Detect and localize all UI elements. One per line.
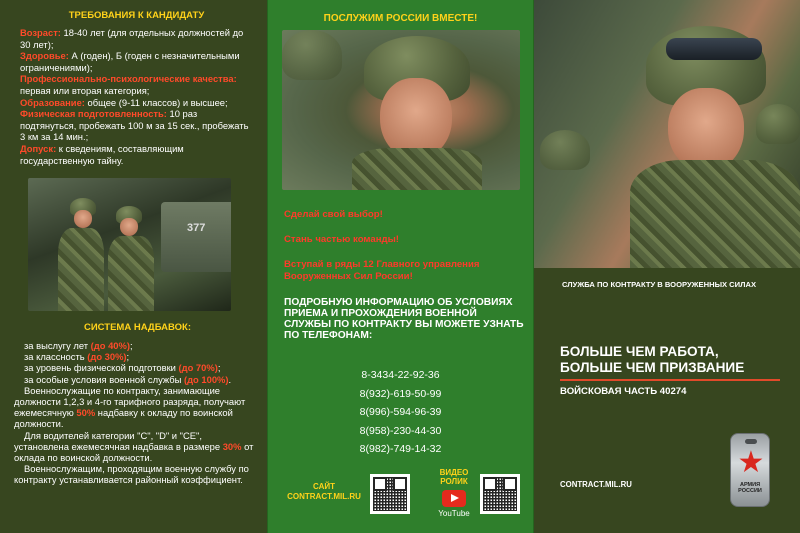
- army-badge: [730, 433, 770, 507]
- badge-hole: [745, 439, 757, 444]
- slogan-join: Вступай в ряды 12 Главного управления Вооруженных Сил России!: [284, 259, 480, 282]
- youtube-label: YouTube: [438, 509, 470, 518]
- bonus-title: СИСТЕМА НАДБАВОК:: [83, 322, 191, 333]
- req-key: Физическая подготовленность:: [20, 108, 167, 120]
- panel-cover: [534, 0, 800, 533]
- phone-number[interactable]: 8(932)-619-50-99: [359, 387, 442, 400]
- slogan-choice: Сделай свой выбор!: [284, 209, 383, 220]
- soldier-body: [630, 160, 800, 268]
- bonus-item: за классность (до 30%);: [24, 351, 130, 363]
- youtube-icon[interactable]: [442, 490, 466, 507]
- video-label-line1: ВИДЕО: [439, 468, 469, 477]
- bonus-item: Для водителей категории "С", "D" и "СЕ", установлена ежемесячная надбавка в размере 30% от оклада по воинской должности.: [14, 429, 254, 464]
- phone-number[interactable]: 8(982)-749-14-32: [359, 443, 442, 456]
- info-text: ПОДРОБНУЮ ИНФОРМАЦИЮ ОБ УСЛОВИЯХ ПРИЕМА И ПРОХОЖДЕНИЯ ВОЕННОЙ СЛУЖБЫ ПО КОНТРАКТУ ВЫ МОЖЕТЕ УЗНАТЬ ПО ТЕЛЕФОНАМ:: [284, 297, 524, 341]
- headline-line2: БОЛЬШЕ ЧЕМ ПРИЗВАНИЕ: [560, 360, 745, 375]
- star-icon: ★: [737, 446, 765, 479]
- req-text: 18-40 лет (для отдельных должностей до 30 лет);: [20, 27, 244, 50]
- cover-site-url[interactable]: CONTRACT.MIL.RU: [560, 480, 632, 489]
- phone-number[interactable]: 8(996)-594-96-39: [359, 406, 442, 419]
- soldier-body: [58, 228, 104, 311]
- phone-number[interactable]: 8(958)-230-44-30: [359, 424, 442, 437]
- cover-subtitle: СЛУЖБА ПО КОНТРАКТУ В ВООРУЖЕННЫХ СИЛАХ: [562, 280, 757, 289]
- armored-vehicle: [161, 202, 231, 272]
- cover-headline: [560, 344, 790, 376]
- goggles-icon: [666, 38, 762, 60]
- req-key: Профессионально-психологические качества:: [20, 73, 237, 85]
- phone-number[interactable]: 8-3434-22-92-36: [361, 369, 440, 381]
- panel2-title: ПОСЛУЖИМ РОССИИ ВМЕСТЕ!: [323, 13, 478, 24]
- background-helmet: [540, 130, 590, 170]
- requirements-title: ТРЕБОВАНИЯ К КАНДИДАТУ: [68, 10, 205, 21]
- site-label: САЙТ: [313, 482, 335, 491]
- req-key: Возраст:: [20, 27, 61, 38]
- site-url[interactable]: CONTRACT.MIL.RU: [287, 492, 361, 501]
- vehicle-number: 377: [187, 222, 206, 234]
- video-label: [436, 468, 472, 486]
- requirements-list: [20, 27, 253, 166]
- requirement-item: [20, 97, 253, 109]
- bonus-item: за особые условия военной службы (до 100%).: [24, 373, 232, 385]
- req-text: первая или вторая категория;: [20, 84, 150, 96]
- site-label-block: [282, 482, 366, 502]
- bonus-item: за выслугу лет (до 40%);: [24, 340, 133, 351]
- slogan-team: Стань частью команды!: [284, 234, 400, 245]
- req-text: 10 раз подтянуться, пробежать 100 м за 15 сек., пробежать 3 км за 14 мин.;: [20, 108, 249, 143]
- headline-underline: [560, 379, 780, 381]
- video-qr-code[interactable]: [480, 474, 520, 514]
- soldier-face: [120, 218, 138, 236]
- bonus-item: Военнослужащим, проходящим военную службу по контракту устанавливается районный коэффициент.: [14, 463, 249, 486]
- bonus-list: [14, 340, 254, 486]
- requirement-item: [20, 27, 253, 50]
- background-helmet: [756, 104, 800, 144]
- smiling-soldier-photo: [282, 30, 520, 190]
- req-key: Допуск:: [20, 142, 57, 154]
- phone-list: [268, 366, 533, 459]
- headline-line1: БОЛЬШЕ ЧЕМ РАБОТА,: [560, 344, 719, 359]
- requirement-item: [20, 50, 253, 73]
- soldiers-cover-photo: [534, 0, 800, 268]
- background-helmet: [282, 30, 342, 80]
- req-text: А (годен), Б (годен с незначительными ограничениями);: [20, 50, 240, 73]
- requirement-item: [20, 73, 253, 96]
- soldier-body: [108, 236, 154, 311]
- bonus-item: за уровень физической подготовки (до 70%);: [24, 362, 221, 374]
- badge-text: АРМИЯ РОССИИ: [738, 482, 762, 494]
- soldier-body: [352, 148, 482, 190]
- requirement-item: [20, 108, 253, 143]
- requirement-item: [20, 143, 253, 166]
- req-text: общее (9-11 классов) и высшее;: [84, 96, 228, 108]
- video-label-line2: РОЛИК: [440, 477, 468, 486]
- panel-requirements: [0, 0, 267, 533]
- site-qr-code[interactable]: [370, 474, 410, 514]
- soldiers-photo: [28, 178, 231, 311]
- soldier-face: [74, 210, 92, 228]
- bonus-item: Военнослужащие по контракту, занимающие должности 1,2,3 и 4-го тарифного разряда, получают ежемесячную 50% надбавку к окладу по воинской должности.: [14, 384, 246, 430]
- req-key: Образование:: [20, 96, 85, 108]
- military-unit: ВОЙСКОВАЯ ЧАСТЬ 40274: [560, 386, 687, 397]
- req-text: к сведениям, составляющим государственную тайну.: [20, 142, 184, 166]
- req-key: Здоровье:: [20, 50, 69, 62]
- panel-contacts: [267, 0, 534, 533]
